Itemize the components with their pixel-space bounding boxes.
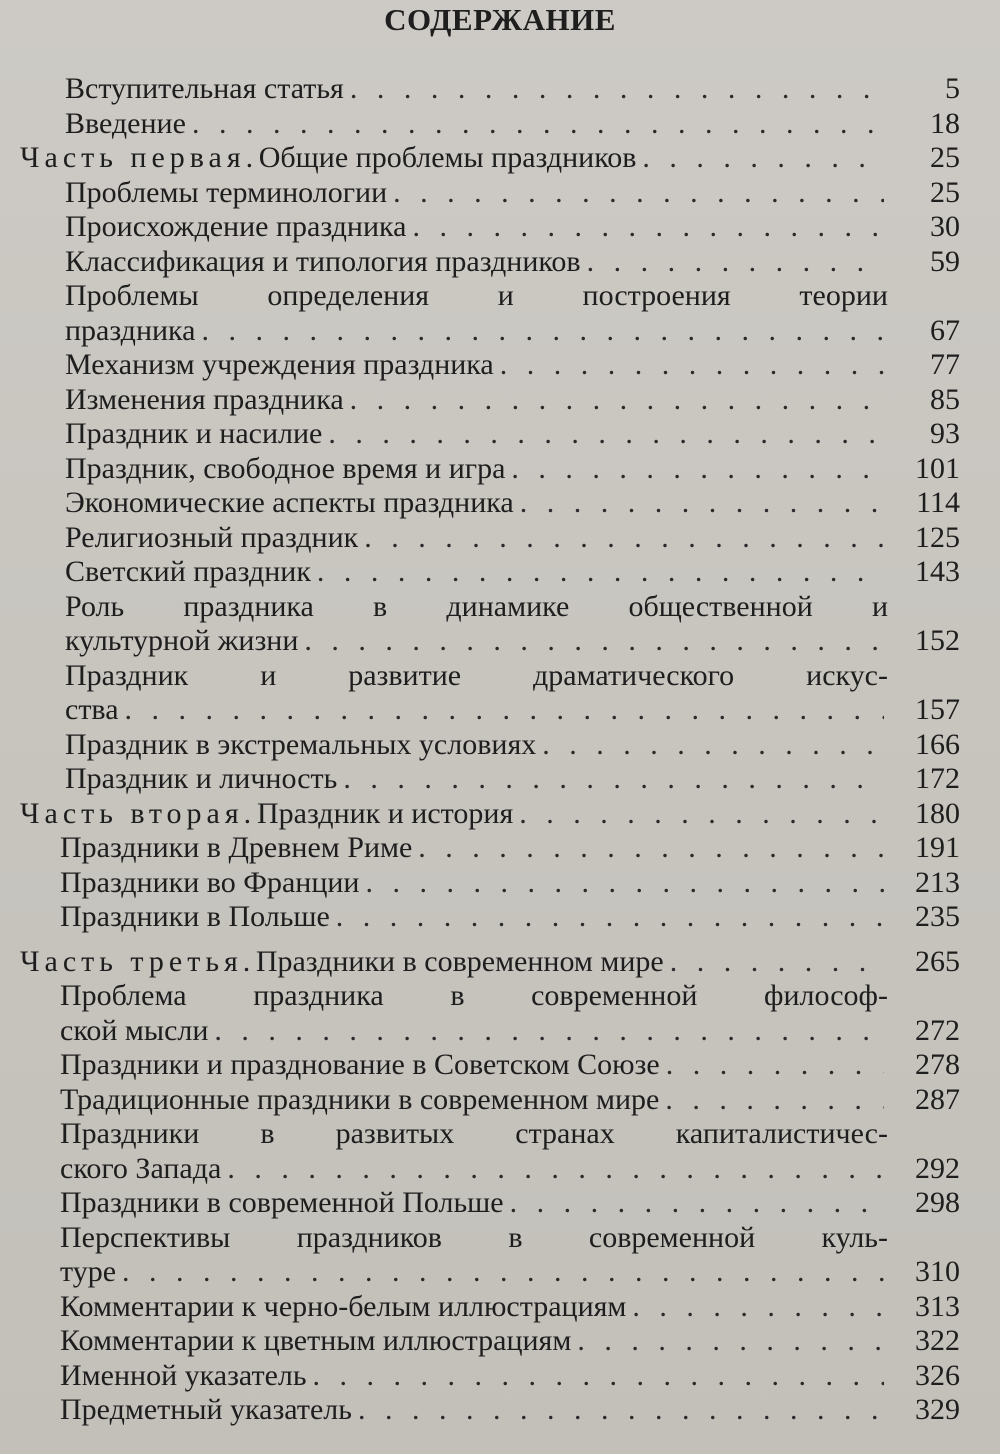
toc-entry-label-line1: Праздники в развитых странах капиталистичес- (60, 1117, 888, 1150)
toc-page-number: 77 (930, 348, 960, 381)
dot-leader (328, 417, 884, 452)
toc-entry-label: Праздники и празднование в Советском Союзе (60, 1048, 660, 1081)
toc-entry-label: Изменения праздника (65, 382, 344, 416)
toc-page-number: 25 (930, 141, 960, 174)
dot-leader (317, 555, 884, 590)
toc-entry (0, 797, 1000, 832)
dot-leader (511, 452, 884, 487)
dot-leader (418, 831, 884, 866)
toc-entry-label: ской мысли (60, 1013, 209, 1047)
toc-entry (0, 348, 1000, 383)
toc-page-number: 310 (915, 1255, 960, 1288)
toc-entry (0, 590, 1000, 659)
toc-page-number: 166 (915, 727, 960, 761)
dot-leader (313, 1359, 884, 1394)
toc-page-number: 101 (915, 451, 960, 485)
dot-leader (350, 72, 884, 107)
toc-entry-label: Традиционные праздники в современном мире (60, 1082, 660, 1116)
toc-entry-label: ства (65, 693, 119, 726)
toc-entry-label: Происхождение праздника (65, 210, 407, 243)
dot-leader (632, 1290, 884, 1325)
dot-leader (577, 1324, 884, 1359)
toc-entry (0, 1083, 1000, 1118)
toc-page-number: 18 (930, 106, 960, 140)
toc-entry-label-line1: Проблемы определения и построения теории (65, 279, 888, 312)
dot-leader (202, 314, 885, 349)
toc-entry (0, 383, 1000, 418)
toc-entry (0, 1324, 1000, 1359)
toc-entry (0, 452, 1000, 487)
toc-entry (0, 659, 1000, 728)
toc-page-number: 157 (915, 693, 960, 726)
toc-entry-label: Классификация и типология праздников (65, 244, 581, 278)
dot-leader (364, 521, 884, 556)
toc-page-number: 143 (915, 555, 960, 588)
dot-leader (304, 624, 884, 659)
toc-page-number: 265 (915, 944, 960, 978)
dot-leader (642, 141, 884, 176)
toc-entry (0, 417, 1000, 452)
toc-entry-label-line1: Перспективы праздников в современной куль- (60, 1220, 888, 1254)
toc-entry-label: Введение (65, 106, 186, 140)
toc-entry-label: туре (60, 1255, 117, 1288)
toc-page-number: 298 (915, 1186, 960, 1219)
dot-leader (358, 1393, 884, 1428)
toc-page-number: 5 (945, 72, 960, 105)
toc-entry (0, 245, 1000, 280)
dot-leader (393, 176, 884, 211)
dot-leader (510, 1186, 884, 1221)
toc-page-number: 191 (915, 831, 960, 864)
toc-entry (0, 866, 1000, 901)
toc-entry (0, 72, 1000, 107)
toc-entry-label: праздника (65, 313, 196, 347)
dot-leader (366, 866, 885, 901)
toc-entry-label: Праздники в Древнем Риме (60, 831, 413, 864)
toc-entry-label: Праздник и насилие (65, 417, 323, 450)
toc-entry-label: Вступительная статья (65, 72, 344, 105)
toc-entry (0, 728, 1000, 763)
toc-entry (0, 210, 1000, 245)
toc-page-number: 172 (915, 762, 960, 795)
dot-leader (122, 1255, 884, 1290)
toc-page-number: 272 (915, 1013, 960, 1047)
dot-leader (192, 107, 884, 142)
toc-page-number: 322 (915, 1324, 960, 1357)
toc-entry-label: Предметный указатель (60, 1393, 352, 1426)
toc-entry (0, 141, 1000, 176)
toc-page-number: 59 (930, 244, 960, 278)
page-title: СОДЕРЖАНИЕ (384, 2, 616, 37)
toc-entry (0, 900, 1000, 935)
toc-page-number: 93 (930, 417, 960, 450)
toc-entry (0, 1290, 1000, 1325)
toc-entry-label: Проблемы терминологии (65, 175, 388, 209)
dot-leader (520, 486, 884, 521)
toc-entry-label: Праздник и личность (65, 762, 338, 795)
dot-leader (666, 1048, 884, 1083)
toc-page-number: 292 (915, 1151, 960, 1185)
toc-entry-label: ского Запада (60, 1151, 222, 1185)
toc-page-number: 152 (915, 624, 960, 657)
toc-entry-label: Праздники в Польше (60, 900, 330, 933)
dot-leader (125, 693, 884, 728)
dot-leader (336, 900, 884, 935)
toc-page-number: 125 (915, 520, 960, 554)
toc-entry (0, 486, 1000, 521)
toc-entry (0, 279, 1000, 348)
dot-leader (350, 383, 884, 418)
toc-entry-label: Общие проблемы праздников (258, 141, 637, 174)
toc-entry-label: Праздник, свободное время и игра (65, 451, 506, 485)
toc-page-number: 313 (915, 1289, 960, 1323)
toc-page-number: 30 (930, 210, 960, 243)
dot-leader (343, 762, 884, 797)
toc-entry-label: культурной жизни (65, 624, 299, 657)
toc-entry-label: Религиозный праздник (65, 520, 359, 554)
dot-leader (519, 797, 884, 832)
dot-leader (542, 728, 884, 763)
toc-page-number: 326 (915, 1358, 960, 1392)
toc-entry (0, 762, 1000, 797)
toc-entry (0, 945, 1000, 980)
toc-entry-label: Механизм учреждения праздника (65, 348, 494, 381)
toc-entry-label-line1: Проблема праздника в современной философ- (60, 979, 888, 1012)
toc-entry-label: Праздники во Франции (60, 865, 360, 899)
toc-page-number: 235 (915, 900, 960, 933)
table-of-contents (0, 72, 1000, 1428)
dot-leader (214, 1014, 884, 1049)
toc-entry (0, 831, 1000, 866)
toc-entry (0, 1221, 1000, 1290)
toc-entry (0, 1117, 1000, 1186)
toc-page-number: 25 (930, 175, 960, 209)
toc-entry-label-line1: Праздник и развитие драматического искус- (65, 658, 888, 692)
toc-entry (0, 979, 1000, 1048)
toc-entry (0, 521, 1000, 556)
toc-part-label: Часть вторая. (20, 796, 257, 830)
toc-entry (0, 107, 1000, 142)
toc-part-label: Часть первая. (20, 141, 259, 174)
toc-entry-label: Комментарии к черно-белым иллюстрациям (60, 1289, 627, 1323)
dot-leader (227, 1152, 884, 1187)
toc-entry-label: Праздники в современном мире (255, 944, 664, 978)
toc-page-number: 67 (930, 313, 960, 347)
toc-entry-label: Праздник и история (257, 796, 514, 830)
toc-entry-label: Комментарии к цветным иллюстрациям (60, 1324, 572, 1357)
dot-leader (412, 210, 884, 245)
dot-leader (670, 945, 884, 980)
toc-page-number: 278 (915, 1048, 960, 1081)
toc-page-number: 114 (916, 486, 960, 519)
toc-entry-label: Светский праздник (65, 555, 311, 588)
toc-entry-label: Экономические аспекты праздника (65, 486, 514, 519)
toc-entry (0, 1186, 1000, 1221)
dot-leader (587, 245, 884, 280)
toc-entry-label: Праздники в современной Польше (60, 1186, 504, 1219)
toc-entry (0, 1048, 1000, 1083)
toc-entry (0, 1359, 1000, 1394)
toc-page-number: 329 (915, 1393, 960, 1426)
toc-page-number: 213 (915, 865, 960, 899)
toc-entry (0, 1393, 1000, 1428)
toc-page-number: 180 (915, 796, 960, 830)
dot-leader (500, 348, 884, 383)
toc-part-label: Часть третья. (20, 944, 256, 978)
toc-page-number: 85 (930, 382, 960, 416)
toc-entry-label: Именной указатель (60, 1358, 307, 1392)
toc-entry-label-line1: Роль праздника в динамике общественной и (65, 589, 888, 623)
toc-page-number: 287 (915, 1082, 960, 1116)
dot-leader (665, 1083, 884, 1118)
toc-entry-label: Праздник в экстремальных условиях (65, 727, 537, 761)
toc-entry (0, 555, 1000, 590)
toc-entry (0, 176, 1000, 211)
